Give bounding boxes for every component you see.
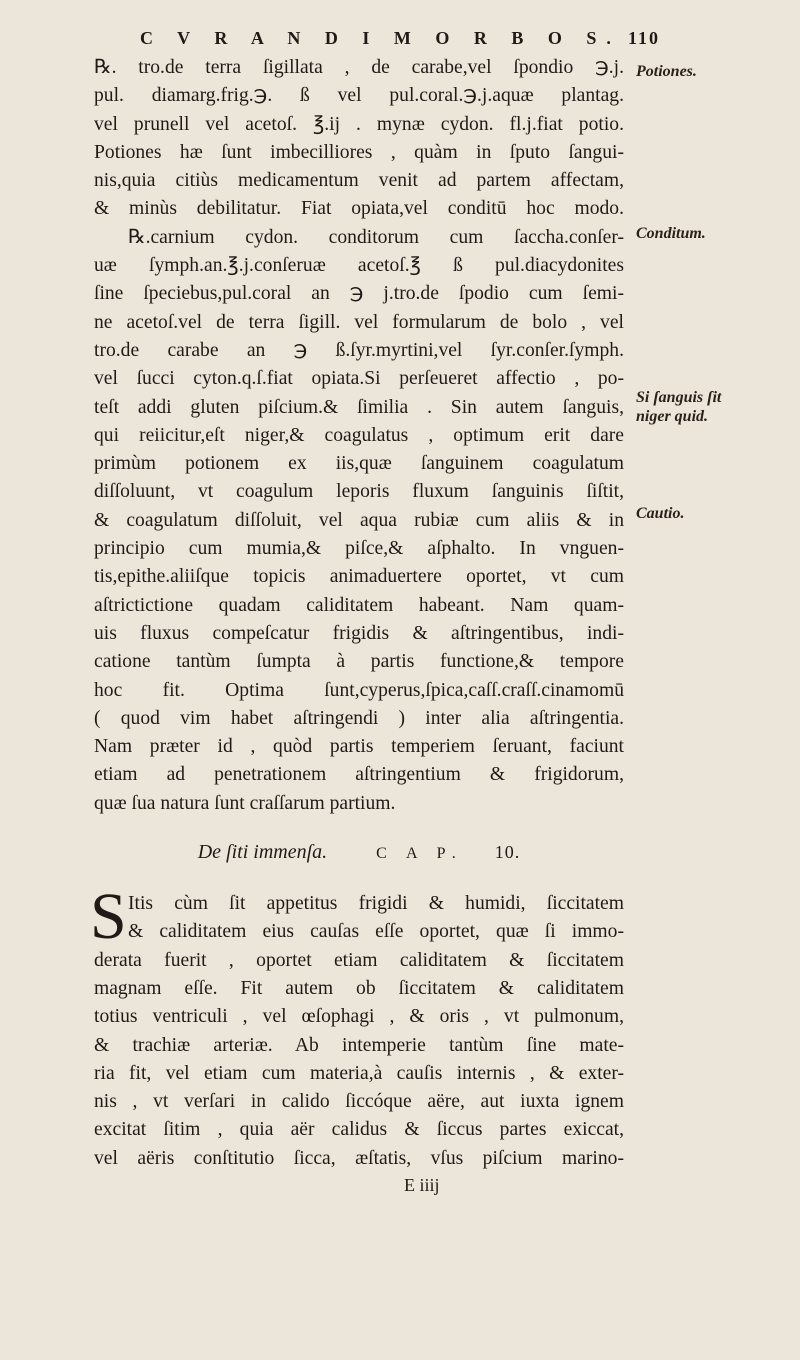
text-line: Potiones hæ ſunt imbecilliores , quàm in ſputo ſangui- bbox=[94, 141, 624, 163]
chapter-heading bbox=[94, 838, 624, 868]
margin-note-sanguis-line1: Si ſanguis ſit bbox=[636, 389, 722, 406]
margin-note-sanguis bbox=[636, 388, 796, 426]
text-line: pul. diamarg.frig.℈. ß vel pul.coral.℈.j.aquæ plantag. bbox=[94, 85, 624, 107]
text-line: ( quod vim habet aſtringendi ) inter alia aſtringentia. bbox=[94, 707, 624, 729]
page-number: 110 bbox=[627, 28, 660, 48]
margin-note-cautio: Cautio. bbox=[636, 505, 685, 522]
drop-cap: S bbox=[90, 880, 127, 954]
text-line: primùm potionem ex iis,quæ ſanguinem coagulatum bbox=[94, 453, 624, 475]
text-line: ℞.carnium cydon. conditorum cum ſacchа.conſer- bbox=[128, 226, 624, 248]
text-line: magnam eſſe. Fit autem ob ſiccitatem & caliditatem bbox=[94, 977, 624, 999]
text-line: hoc fit. Optima ſunt,cyperus,ſpica,caſſ.craſſ.cinamomū bbox=[94, 679, 624, 701]
text-line: & trachiæ arteriæ. Ab intemperie tantùm ſine mate- bbox=[94, 1034, 624, 1056]
text-line: uæ ſymph.an.℥.j.conſeruæ acetoſ.℥ ß pul.diacydonites bbox=[94, 255, 624, 277]
text-line: vel prunell vel acetoſ. ℥.ij . mynæ cydon. fl.j.fiat potio. bbox=[94, 113, 624, 135]
text-line: totius ventriculi , vel œſophagi , & oris , vt pulmonum, bbox=[94, 1006, 624, 1028]
text-line: & caliditatem eius cauſas eſſe oportet, quæ ſi immo- bbox=[128, 921, 624, 943]
signature-mark: E iiij bbox=[404, 1174, 440, 1195]
text-line: uis fluxus compeſcatur frigidis & aſtringentibus, indi- bbox=[94, 622, 624, 644]
text-line: etiam ad penetrationem aſtringentium & frigidorum, bbox=[94, 764, 624, 786]
text-line: nis , vt verſari in calido ſiccóque aëre, aut iuxta ignem bbox=[94, 1091, 624, 1113]
text-line: Nam præter id , quòd partis temperiem ſeruant, faciunt bbox=[94, 736, 624, 758]
text-line: nis,quia citiùs medicamentum venit ad partem affectam, bbox=[94, 170, 624, 192]
text-line: tro.de carabe an ℈ ß.ſyr.myrtini,vel ſyr.conſer.ſymph. bbox=[94, 339, 624, 361]
text-line: Itis cùm ſit appetitus frigidi & humidi, ſiccitatem bbox=[128, 893, 624, 915]
text-line: teſt addi gluten piſcium.& ſimilia . Sin autem ſanguis, bbox=[94, 396, 624, 418]
margin-note-potiones: Potiones. bbox=[636, 63, 697, 80]
text-line: ria fit, vel etiam cum materia,à cauſis internis , & exter- bbox=[94, 1062, 624, 1084]
text-line: qui reiicitur,eſt niger,& coagulatus , optimum erit dare bbox=[94, 424, 624, 446]
chapter-number: 10. bbox=[494, 842, 521, 863]
margin-note-sanguis-line2: niger quid. bbox=[636, 408, 709, 425]
margin-note-conditum: Conditum. bbox=[636, 225, 706, 242]
text-line: ſine ſpeciebus,pul.coral an ℈ j.tro.de ſpodio cum ſemi- bbox=[94, 283, 624, 305]
chapter-label: C A P. bbox=[376, 845, 464, 863]
running-head bbox=[140, 28, 660, 52]
text-line: quæ ſua natura ſunt craſſarum partium. bbox=[94, 792, 396, 814]
running-title: C V R A N D I M O R B O S. bbox=[140, 28, 621, 48]
chapter-title: De ſiti immenſa. bbox=[197, 841, 328, 864]
text-line: ℞. tro.de terra ſigillata , de carabe,vel ſpondio ℈.j. bbox=[94, 57, 624, 78]
text-line: & minùs debilitatur. Fiat opiata,vel conditū hoc modo. bbox=[94, 198, 624, 220]
text-line: vel ſucci cyton.q.ſ.fiat opiata.Si perſeueret affectio , po- bbox=[94, 368, 624, 390]
text-line: derata fuerit , oportet etiam caliditatem & ſiccitatem bbox=[94, 949, 624, 971]
text-line: vel aëris conſtitutio ſicca, æſtatis, vſus piſcium marino- bbox=[94, 1147, 624, 1169]
text-line: excitat ſitim , quia aër calidus & ſiccus partes exiccat, bbox=[94, 1119, 624, 1141]
text-line: principio cum mumia,& piſce,& aſphalto. In vnguen- bbox=[94, 538, 624, 560]
text-line: tis,epithe.aliiſque topicis animaduertere oportet, vt cum bbox=[94, 566, 624, 588]
text-line: diſſoluunt, vt coagulum leporis fluxum ſanguinis ſiſtit, bbox=[94, 481, 624, 503]
text-line: ne acetoſ.vel de terra ſigill. vel formularum de bolo , vel bbox=[94, 311, 624, 333]
main-text-block bbox=[90, 54, 624, 1197]
text-line: aſtrictictione quadam caliditatem habeant. Nam quam- bbox=[94, 594, 624, 616]
text-line: & coagulatum diſſoluit, vel aqua rubiæ cum aliis & in bbox=[94, 509, 624, 531]
text-line: catione tantùm ſumpta à partis functione,& tempore bbox=[94, 651, 624, 673]
